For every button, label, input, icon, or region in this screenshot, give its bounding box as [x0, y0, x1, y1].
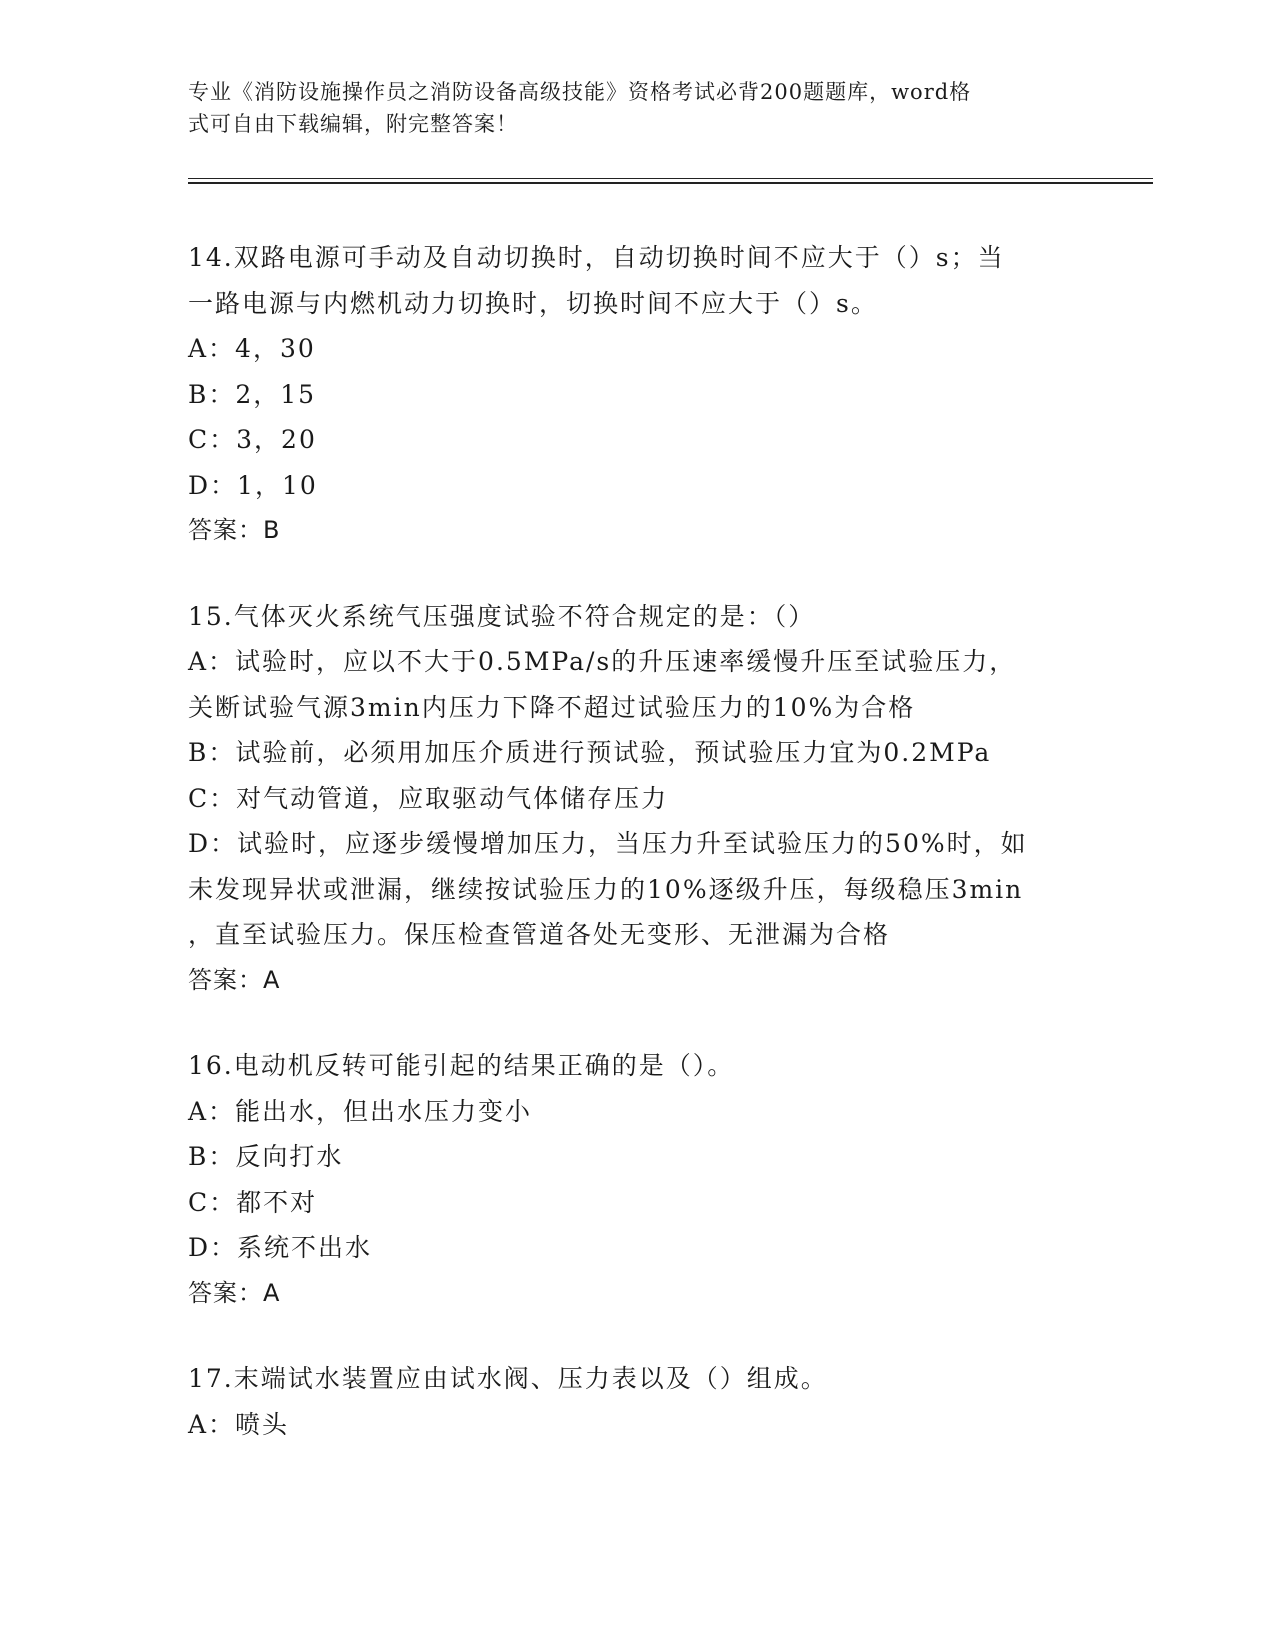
answer-option: A：喷头	[188, 1409, 290, 1439]
answer-option: B：试验前，必须用加压介质进行预试验，预试验压力宜为0.2MPa	[188, 738, 992, 767]
answer-option: B：反向打水	[188, 1142, 344, 1171]
correct-answer: 答案：B	[188, 516, 281, 544]
document-header	[188, 76, 1068, 140]
header-divider	[188, 178, 1153, 179]
answer-option: C：3，20	[188, 425, 317, 454]
answer-option: ，直至试验压力。保压检查管道各处无变形、无泄漏为合格	[188, 920, 891, 949]
question-item	[188, 1356, 1088, 1447]
correct-answer: 答案：A	[188, 965, 281, 994]
answer-option: A：试验时，应以不大于0.5MPa/s的升压速率缓慢升压至试验压力，	[188, 647, 1017, 676]
answer-option: C：都不对	[188, 1187, 318, 1217]
question-stem: 一路电源与内燃机动力切换时，切换时间不应大于（）s。	[188, 288, 878, 318]
question-item	[188, 235, 1088, 554]
answer-option: D：试验时，应逐步缓慢增加压力，当压力升至试验压力的50%时，如	[188, 829, 1028, 858]
answer-option: D：1，10	[188, 470, 318, 500]
question-item	[188, 594, 1088, 1004]
answer-option: C：对气动管道，应取驱动气体储存压力	[188, 783, 669, 813]
answer-option: A：4，30	[188, 334, 316, 363]
answer-option: D：系统不出水	[188, 1233, 373, 1262]
correct-answer: 答案：A	[188, 1278, 281, 1307]
header-line: 式可自由下载编辑，附完整答案！	[188, 112, 518, 136]
question-stem: 15.气体灭火系统气压强度试验不符合规定的是：（）	[188, 601, 816, 631]
question-stem: 17.末端试水装置应由试水阀、压力表以及（）组成。	[188, 1364, 828, 1393]
answer-option: 关断试验气源3min内压力下降不超过试验压力的10%为合格	[188, 692, 916, 722]
question-item	[188, 1043, 1088, 1316]
question-list	[188, 235, 1088, 1487]
answer-option: A：能出水，但出水压力变小	[188, 1096, 533, 1126]
question-stem: 16.电动机反转可能引起的结果正确的是（）。	[188, 1051, 735, 1080]
answer-option: B：2，15	[188, 379, 317, 409]
question-stem: 14.双路电源可手动及自动切换时，自动切换时间不应大于（）s；当	[188, 243, 1005, 272]
header-line: 专业《消防设施操作员之消防设备高级技能》资格考试必背200题题库，word格	[188, 80, 972, 104]
header-divider	[188, 182, 1153, 184]
answer-option: 未发现异状或泄漏，继续按试验压力的10%逐级升压，每级稳压3min	[188, 874, 1024, 904]
